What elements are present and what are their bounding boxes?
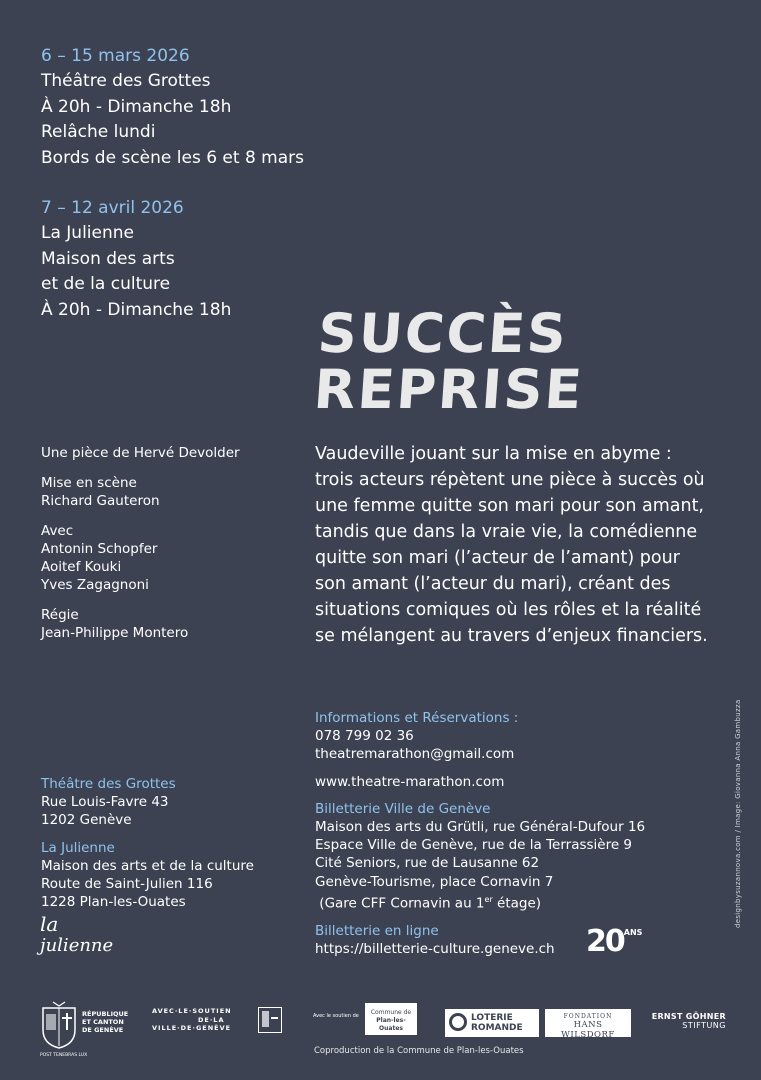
credits-direction-name: Richard Gauteron <box>41 493 160 509</box>
address-grottes-title: Théâtre des Grottes <box>41 776 176 792</box>
venue-julienne-block <box>41 196 231 323</box>
description-line: Vaudeville jouant sur la mise en abyme : <box>315 444 672 464</box>
billetterie-line: Maison des arts du Grütli, rue Général-Dufour 16 <box>315 819 646 836</box>
address-line: 1228 Plan-les-Ouates <box>41 894 186 911</box>
venue-grottes-dates: 6 – 15 mars 2026 <box>41 46 190 66</box>
venue-grottes-line: Bords de scène les 6 et 8 mars <box>41 147 304 168</box>
address-line: Route de Saint-Julien 116 <box>41 876 213 893</box>
description-line: son amant (l’acteur du mari), créant des <box>315 574 671 594</box>
show-title-line2: REPRISE <box>311 358 586 421</box>
info-website[interactable]: www.theatre-marathon.com <box>315 773 505 790</box>
credits-cast-member: Yves Zagagnoni <box>41 577 149 593</box>
venue-grottes-line: Relâche lundi <box>41 122 156 142</box>
anniversary-logo: $20^{ANS}$ <box>586 924 643 959</box>
coproduction-note: Coproduction de la Commune de Plan-les-Ouates <box>314 1046 524 1056</box>
credits-cast-member: Aoitef Kouki <box>41 559 122 575</box>
credits-regie-label: Régie <box>41 607 79 623</box>
geneve-crest-icon <box>40 1000 78 1050</box>
loterie-ring-icon <box>449 1013 467 1031</box>
description-line: une femme quitte son mari pour son amant, <box>315 496 704 516</box>
description-line: situations comiques où les rôles et la réalité <box>315 600 702 620</box>
show-title-line1: SUCCÈS <box>315 302 570 365</box>
address-julienne-title: La Julienne <box>41 839 115 856</box>
description-line: se mélangent au travers d’enjeux financiers. <box>315 626 708 646</box>
address-line: 1202 Genève <box>41 812 132 829</box>
billetterie-gare: (Gare CFF Cornavin au 1er étage) <box>319 894 542 912</box>
info-title: Informations et Réservations : <box>315 710 519 726</box>
venue-julienne-line: La Julienne <box>41 223 134 243</box>
venue-julienne-dates: 7 – 12 avril 2026 <box>41 198 184 218</box>
fondation-wilsdorf-logo: FONDATION HANS WILSDORF <box>545 1009 631 1037</box>
design-credit: designbysuzannova.com / Image: Giovanna Anna Gambuzza <box>734 699 742 928</box>
billetterie-line: Genève-Tourisme, place Cornavin 7 <box>315 873 554 890</box>
billetterie-title: Billetterie Ville de Genève <box>315 800 491 817</box>
addresses-block <box>41 775 254 911</box>
credits-block <box>41 444 240 642</box>
venue-grottes-line: Théâtre des Grottes <box>41 71 211 91</box>
ernst-gohner-logo: ERNST GÖHNER STIFTUNG <box>651 1012 726 1030</box>
info-phone[interactable]: 078 799 02 36 <box>315 728 414 745</box>
venue-grottes-line: À 20h - Dimanche 18h <box>41 96 232 117</box>
venue-julienne-line: À 20h - Dimanche 18h <box>41 299 232 320</box>
address-line: Rue Louis-Favre 43 <box>41 794 169 811</box>
ville-geneve-emblem-icon <box>258 1007 282 1033</box>
online-url[interactable]: https://billetterie-culture.geneve.ch <box>315 940 555 957</box>
venue-julienne-line: et de la culture <box>41 274 171 294</box>
description-line: quitte son mari (l’acteur de l’amant) pour <box>315 548 680 568</box>
venue-grottes-block <box>41 44 304 171</box>
info-block <box>315 709 645 958</box>
credits-author: Une pièce de Hervé Devolder <box>41 445 240 461</box>
plan-les-ouates-logo: Avec le soutien de Commune de Plan-les-Ouates <box>313 1003 433 1035</box>
venue-julienne-line: Maison des arts <box>41 248 175 269</box>
credits-direction-label: Mise en scène <box>41 475 137 491</box>
info-email[interactable]: theatremarathon@gmail.com <box>315 746 515 763</box>
credits-cast-member: Antonin Schopfer <box>41 541 158 557</box>
description-line: tandis que dans la vraie vie, la comédienne <box>315 522 698 542</box>
online-title: Billetterie en ligne <box>315 922 439 939</box>
description-line: trois acteurs répètent une pièce à succès où <box>315 470 705 490</box>
geneve-logo: RÉPUBLIQUE ET CANTON DE GENÈVE POST TENEBRAS LUX <box>40 1000 140 1060</box>
julienne-logo: la julienne <box>40 912 114 956</box>
show-description <box>315 441 708 649</box>
billetterie-line: Cité Seniors, rue de Lausanne 62 <box>315 855 540 872</box>
credits-regie-name: Jean-Philippe Montero <box>41 625 189 641</box>
address-line: Maison des arts et de la culture <box>41 857 254 874</box>
loterie-romande-logo: LOTERIE ROMANDE <box>445 1009 539 1037</box>
show-title <box>311 302 589 421</box>
ville-geneve-logo: AVEC·LE·SOUTIEN DE·LA VILLE·DE·GENÈVE <box>152 1007 292 1033</box>
billetterie-line: Espace Ville de Genève, rue de la Terrassière 9 <box>315 837 633 854</box>
credits-cast-label: Avec <box>41 523 74 539</box>
